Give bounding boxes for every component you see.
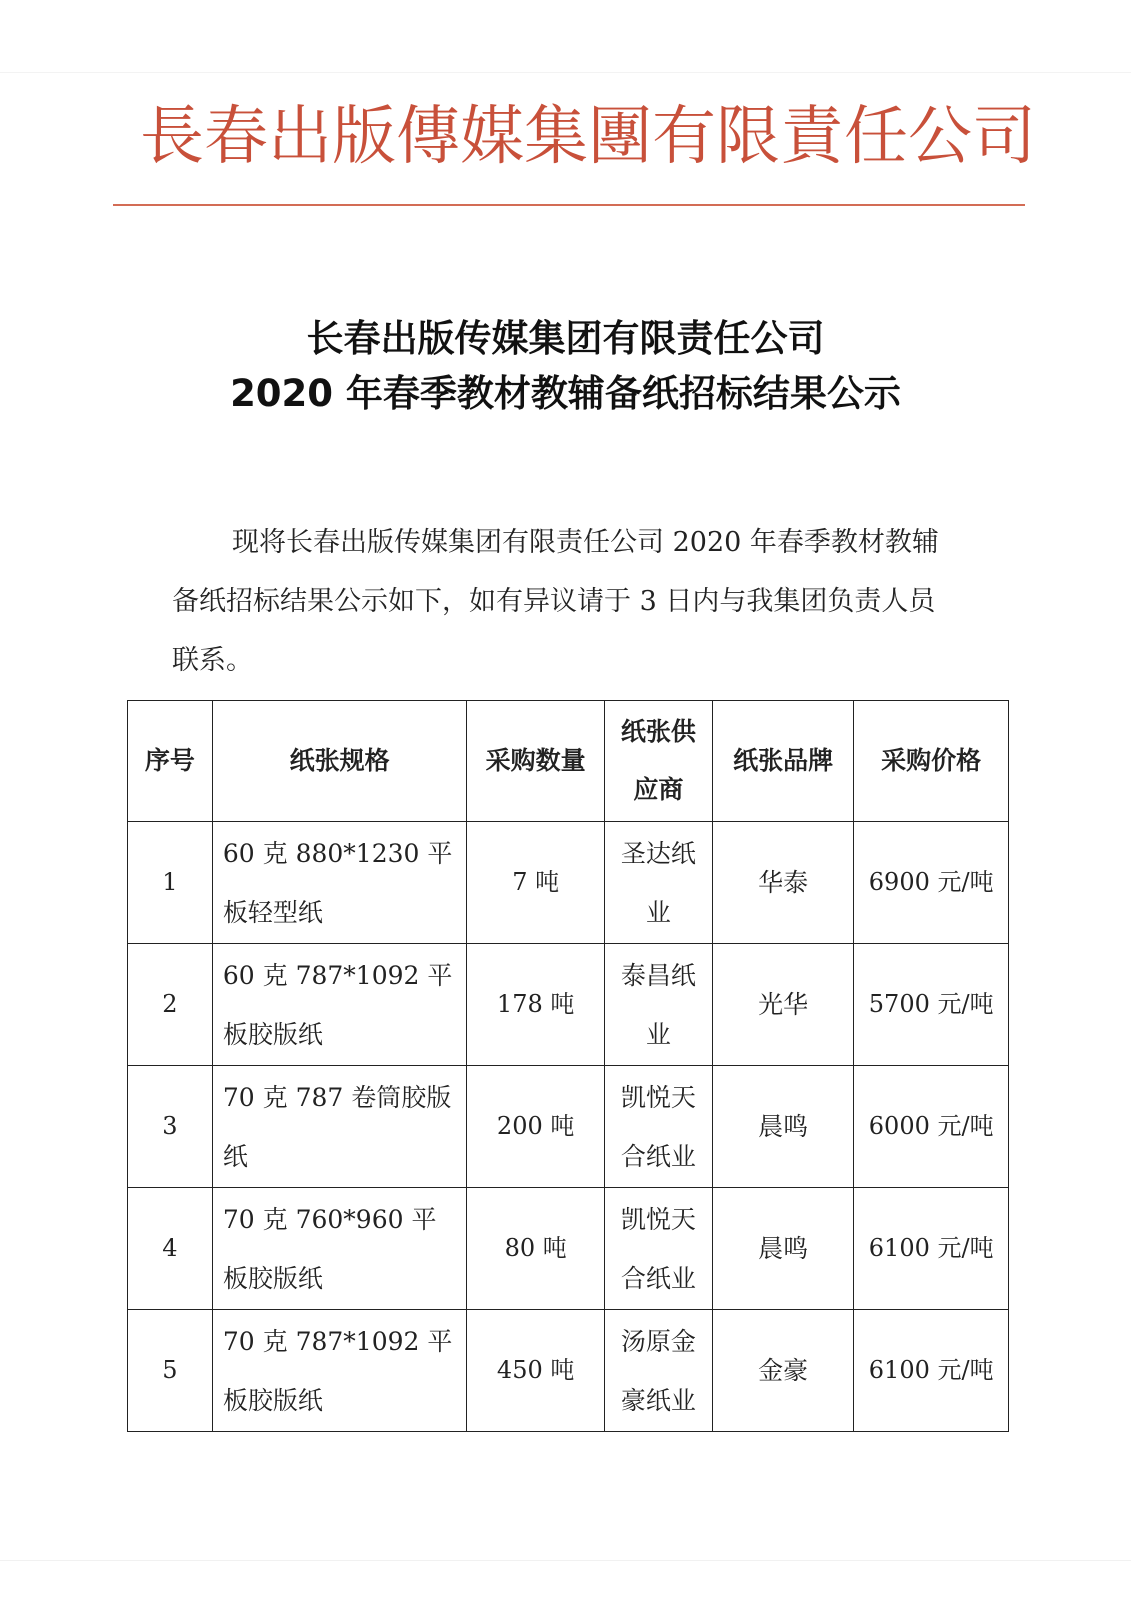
header-supplier: 纸张供应商 [604, 701, 712, 822]
cell-price: 6900 元/吨 [854, 822, 1009, 944]
cell-supplier: 圣达纸业 [604, 822, 712, 944]
tender-results-table [127, 700, 1009, 1432]
table-row [128, 1310, 1009, 1432]
letterhead-char: 司 [972, 100, 1036, 174]
document-title-line2: 2020 年春季教材教辅备纸招标结果公示 [230, 372, 901, 415]
cell-index: 5 [128, 1310, 213, 1432]
announcement-paragraph: 现将长春出版传媒集团有限责任公司 2020 年春季教材教辅备纸招标结果公示如下，如有异议请于 3 日内与我集团负责人员联系。 [172, 527, 939, 676]
cell-spec: 70 克 787 卷筒胶版纸 [212, 1066, 467, 1188]
letterhead-char: 團 [588, 100, 652, 174]
cell-brand: 晨鸣 [712, 1066, 853, 1188]
letterhead-char: 任 [844, 100, 908, 174]
table-row [128, 944, 1009, 1066]
cell-index: 3 [128, 1066, 213, 1188]
cell-index: 1 [128, 822, 213, 944]
letterhead-divider [113, 204, 1025, 206]
cell-spec: 70 克 760*960 平板胶版纸 [212, 1188, 467, 1310]
table-row [128, 1066, 1009, 1188]
cell-spec: 60 克 787*1092 平板胶版纸 [212, 944, 467, 1066]
cell-brand: 金豪 [712, 1310, 853, 1432]
scan-edge-top [0, 72, 1131, 73]
letterhead-char: 責 [780, 100, 844, 174]
cell-quantity: 80 吨 [467, 1188, 604, 1310]
cell-quantity: 178 吨 [467, 944, 604, 1066]
cell-supplier: 汤原金豪纸业 [604, 1310, 712, 1432]
letterhead-char: 限 [716, 100, 780, 174]
letterhead-char: 傳 [396, 100, 460, 174]
cell-supplier: 凯悦天合纸业 [604, 1188, 712, 1310]
table-header-row [128, 701, 1009, 822]
document-title-line1: 长春出版传媒集团有限责任公司 [306, 317, 825, 360]
cell-quantity: 450 吨 [467, 1310, 604, 1432]
table-row [128, 822, 1009, 944]
cell-brand: 华泰 [712, 822, 853, 944]
cell-quantity: 7 吨 [467, 822, 604, 944]
cell-brand: 晨鸣 [712, 1188, 853, 1310]
cell-spec: 60 克 880*1230 平板轻型纸 [212, 822, 467, 944]
letterhead-logo [140, 92, 1036, 182]
cell-price: 6000 元/吨 [854, 1066, 1009, 1188]
cell-price: 5700 元/吨 [854, 944, 1009, 1066]
cell-index: 4 [128, 1188, 213, 1310]
letterhead-char: 出 [268, 100, 332, 174]
letterhead-char: 媒 [460, 100, 524, 174]
header-brand: 纸张品牌 [712, 701, 853, 822]
cell-price: 6100 元/吨 [854, 1310, 1009, 1432]
cell-index: 2 [128, 944, 213, 1066]
letterhead-char: 春 [204, 100, 268, 174]
cell-price: 6100 元/吨 [854, 1188, 1009, 1310]
scan-edge-bottom [0, 1560, 1131, 1561]
header-price: 采购价格 [854, 701, 1009, 822]
cell-spec: 70 克 787*1092 平板胶版纸 [212, 1310, 467, 1432]
header-spec: 纸张规格 [212, 701, 467, 822]
letterhead-char: 集 [524, 100, 588, 174]
letterhead-char: 公 [908, 100, 972, 174]
cell-quantity: 200 吨 [467, 1066, 604, 1188]
header-quantity: 采购数量 [467, 701, 604, 822]
header-index: 序号 [128, 701, 213, 822]
cell-supplier: 凯悦天合纸业 [604, 1066, 712, 1188]
letterhead-char: 版 [332, 100, 396, 174]
table-row [128, 1188, 1009, 1310]
letterhead-char: 長 [140, 100, 204, 174]
cell-brand: 光华 [712, 944, 853, 1066]
letterhead-char: 有 [652, 100, 716, 174]
cell-supplier: 泰昌纸业 [604, 944, 712, 1066]
